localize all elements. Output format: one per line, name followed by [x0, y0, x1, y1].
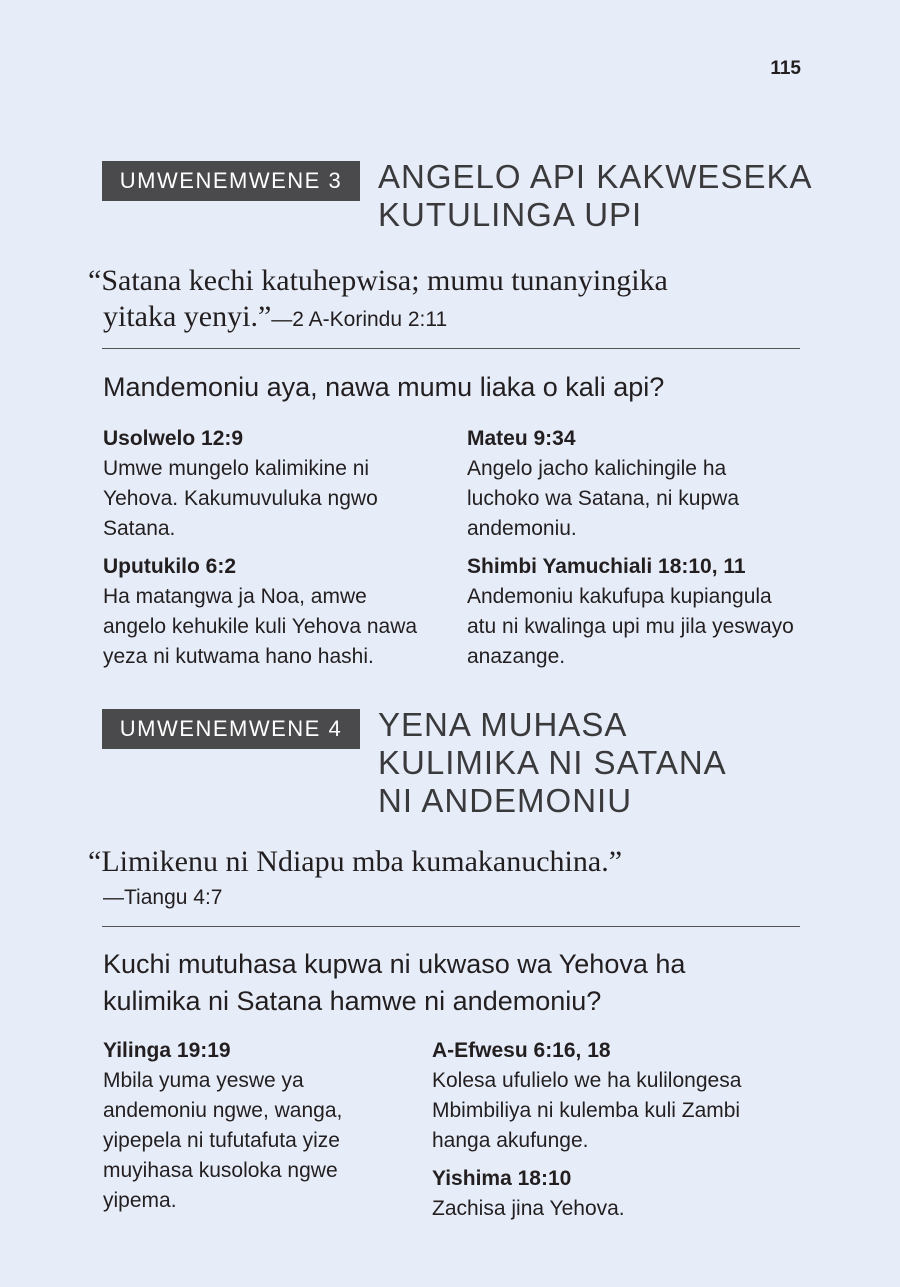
scripture-reference: Usolwelo 12:9	[103, 427, 244, 450]
section-4-question-line-1: Kuchi mutuhasa kupwa ni ukwaso wa Yehova ha	[103, 949, 686, 979]
scripture-summary: Kolesa ufulielo we ha kulilongesa Mbimbiliya ni kulemba kuli Zambi hanga akufunge.	[432, 1069, 742, 1152]
scripture-entry	[432, 1036, 802, 1156]
section-3-quote-reference: —2 A-Korindu 2:11	[271, 308, 448, 331]
scripture-summary: Zachisa jina Yehova.	[432, 1197, 625, 1220]
scripture-entry	[103, 552, 433, 672]
scripture-entry	[467, 552, 797, 672]
scripture-summary: Andemoniu kakufupa kupiangula atu ni kwalinga upi mu jila yeswayo anazange.	[467, 585, 794, 668]
page-number: 115	[770, 58, 801, 79]
scripture-reference: A-Efwesu 6:16, 18	[432, 1039, 611, 1062]
section-3-title-line-2: KUTULINGA UPI	[378, 196, 643, 233]
section-4-question-line-2: kulimika ni Satana hamwe ni andemoniu?	[103, 986, 602, 1016]
section-3-left-column	[103, 424, 433, 680]
scripture-entry	[467, 424, 797, 544]
section-3-quote	[88, 263, 788, 338]
section-3-label: UMWENEMWENE 3	[102, 161, 360, 201]
section-4-label: UMWENEMWENE 4	[102, 709, 360, 749]
section-4-question	[103, 946, 793, 1020]
section-3-heading	[102, 158, 813, 234]
section-3-question: Mandemoniu aya, nawa mumu liaka o kali api?	[103, 372, 665, 402]
section-4-quote-reference: —Tiangu 4:7	[103, 886, 223, 909]
section-4-title-line-3: NI ANDEMONIU	[378, 782, 633, 819]
section-3-divider	[102, 348, 800, 349]
section-3-quote-line-1: “Satana kechi katuhepwisa; mumu tunanyingika	[88, 264, 668, 297]
scripture-summary: Angelo jacho kalichingile ha luchoko wa Satana, ni kupwa andemoniu.	[467, 457, 740, 540]
scripture-summary: Umwe mungelo kalimikine ni Yehova. Kakumuvuluka ngwo Satana.	[103, 457, 378, 540]
section-4-quote-line-1: “Limikenu ni Ndiapu mba kumakanuchina.”	[88, 845, 623, 878]
scripture-entry	[103, 1036, 403, 1216]
scripture-entry	[103, 424, 433, 544]
section-4-divider	[102, 926, 800, 927]
scripture-reference: Yishima 18:10	[432, 1167, 572, 1190]
section-3-title-line-1: ANGELO API KAKWESEKA	[378, 158, 813, 195]
section-4-right-column	[432, 1036, 802, 1232]
section-3-right-column	[467, 424, 797, 680]
scripture-summary: Mbila yuma yeswe ya andemoniu ngwe, wanga, yipepela ni tufutafuta yize muyihasa kusoloka ngwe yipema.	[103, 1069, 343, 1212]
scripture-entry	[432, 1164, 802, 1224]
scripture-reference: Yilinga 19:19	[103, 1039, 231, 1062]
scripture-summary: Ha matangwa ja Noa, amwe angelo kehukile kuli Yehova nawa yeza ni kutwama hano hashi.	[103, 585, 418, 668]
section-4-quote	[88, 844, 788, 913]
section-4-title-line-2: KULIMIKA NI SATANA	[378, 744, 727, 781]
section-4-title-line-1: YENA MUHASA	[378, 706, 628, 743]
section-4-heading	[102, 706, 727, 820]
section-3-quote-line-2: yitaka yenyi.”	[103, 300, 272, 333]
scripture-reference: Shimbi Yamuchiali 18:10, 11	[467, 555, 746, 578]
section-4-title	[378, 706, 727, 820]
section-4-left-column	[103, 1036, 403, 1224]
scripture-reference: Mateu 9:34	[467, 427, 576, 450]
section-3-title	[378, 158, 812, 234]
scripture-reference: Uputukilo 6:2	[103, 555, 237, 578]
